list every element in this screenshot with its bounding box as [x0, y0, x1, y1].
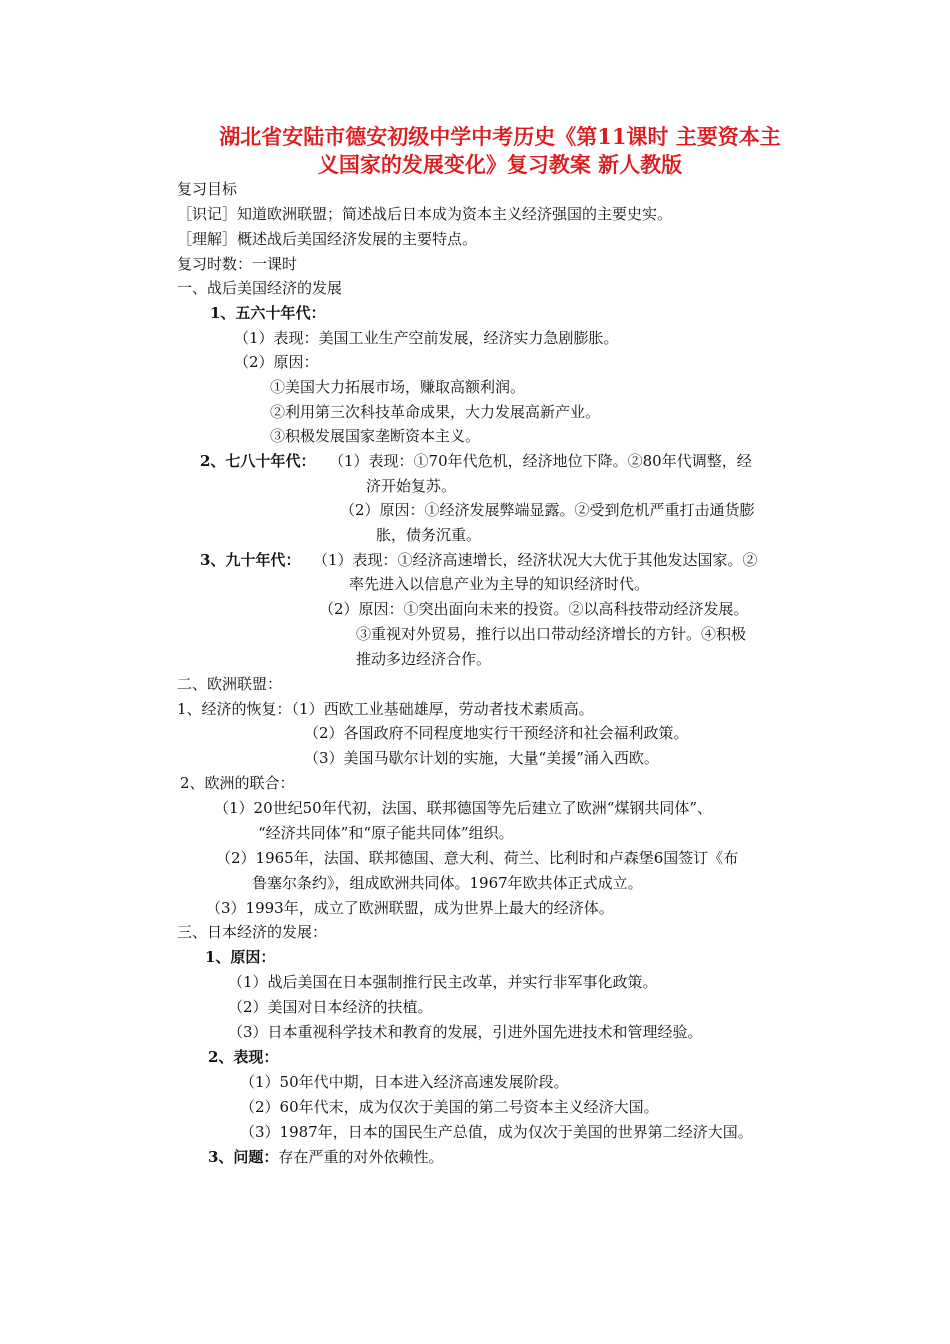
section-1-heading: 一、战后美国经济的发展: [177, 279, 343, 297]
paragraph-line: （1）表现：①70年代危机，经济地位下降。②80年代调整，经: [329, 452, 752, 470]
document-title: [170, 123, 830, 179]
paragraph-line: 率先进入以信息产业为主导的知识经济时代。: [349, 575, 650, 593]
paragraph-line: ①美国大力拓展市场，赚取高额利润。: [270, 378, 526, 396]
goal-know: ［识记］知道欧洲联盟；简述战后日本成为资本主义经济强国的主要史实。: [177, 205, 673, 223]
title-line-2: 义国家的发展变化》复习教案 新人教版: [317, 152, 683, 177]
paragraph-line: （1）表现：美国工业生产空前发展，经济实力急剧膨胀。: [234, 329, 619, 347]
section-3-1-heading: 1、原因：: [205, 948, 276, 966]
paragraph-line: 推动多边经济合作。: [356, 650, 492, 668]
goal-understand: ［理解］概述战后美国经济发展的主要特点。: [177, 230, 478, 248]
goal-heading: 复习目标: [177, 180, 238, 198]
paragraph-line: ②利用第三次科技革命成果，大力发展高新产业。: [270, 403, 601, 421]
paragraph-line: （1）20世纪50年代初，法国、联邦德国等先后建立了欧洲“煤钢共同体”、: [214, 799, 713, 817]
paragraph-line: 济开始复苏。: [366, 477, 457, 495]
section-3-2-heading: 2、表现：: [208, 1048, 279, 1066]
paragraph-line: ③重视对外贸易，推行以出口带动经济增长的方针。④积极: [356, 625, 747, 643]
section-2-heading: 二、欧洲联盟：: [177, 675, 283, 693]
paragraph-line: （2）美国对日本经济的扶植。: [228, 998, 433, 1016]
paragraph-text: 存在严重的对外依赖性。: [278, 1148, 444, 1166]
paragraph-line: 鲁塞尔条约》，组成欧洲共同体。1967年欧共体正式成立。: [252, 874, 643, 892]
paragraph-line: （1）50年代中期，日本进入经济高速发展阶段。: [240, 1073, 569, 1091]
section-1-1-heading: 1、五六十年代：: [210, 304, 326, 322]
section-3-heading: 三、日本经济的发展：: [177, 923, 328, 941]
paragraph-line: 胀，债务沉重。: [376, 526, 482, 544]
paragraph-line: “经济共同体”和“原子能共同体”组织。: [258, 824, 514, 842]
paragraph-line: （2）各国政府不同程度地实行干预经济和社会福利政策。: [304, 724, 689, 742]
section-1-2-heading: 2、七八十年代：: [200, 452, 316, 470]
paragraph-line: （3）1993年，成立了欧洲联盟，成为世界上最大的经济体。: [206, 899, 614, 917]
section-3-3-heading: 3、问题：: [208, 1148, 279, 1166]
paragraph-line: ③积极发展国家垄断资本主义。: [270, 427, 481, 445]
paragraph-line: （2）原因：①经济发展弊端显露。②受到危机严重打击通货膨: [340, 501, 755, 519]
paragraph-line: （2）1965年，法国、联邦德国、意大利、荷兰、比利时和卢森堡6国签订《布: [216, 849, 739, 867]
paragraph-line: （1）表现：①经济高速增长，经济状况大大优于其他发达国家。②: [313, 551, 758, 569]
paragraph-line: （2）原因：: [234, 353, 319, 371]
paragraph-line: 2、欧洲的联合：: [180, 774, 295, 792]
paragraph-line: （1）战后美国在日本强制推行民主改革，并实行非军事化政策。: [228, 973, 658, 991]
paragraph-line: （2）原因：①突出面向未来的投资。②以高科技带动经济发展。: [319, 600, 749, 618]
review-hours: 复习时数：一课时: [177, 255, 298, 273]
paragraph-line: （3）1987年，日本的国民生产总值，成为仅次于美国的世界第二经济大国。: [240, 1123, 753, 1141]
paragraph-line: （3）日本重视科学技术和教育的发展，引进外国先进技术和管理经验。: [228, 1023, 703, 1041]
paragraph-line: 1、经济的恢复：（1）西欧工业基础雄厚，劳动者技术素质高。: [177, 700, 594, 718]
title-line-1: 湖北省安陆市德安初级中学中考历史《第11课时 主要资本主: [219, 124, 781, 149]
section-1-3-heading: 3、九十年代：: [200, 551, 301, 569]
paragraph-line: （2）60年代末，成为仅次于美国的第二号资本主义经济大国。: [240, 1098, 659, 1116]
paragraph-line: （3）美国马歇尔计划的实施，大量“美援”涌入西欧。: [304, 749, 659, 767]
section-3-3-line: [208, 1145, 443, 1169]
